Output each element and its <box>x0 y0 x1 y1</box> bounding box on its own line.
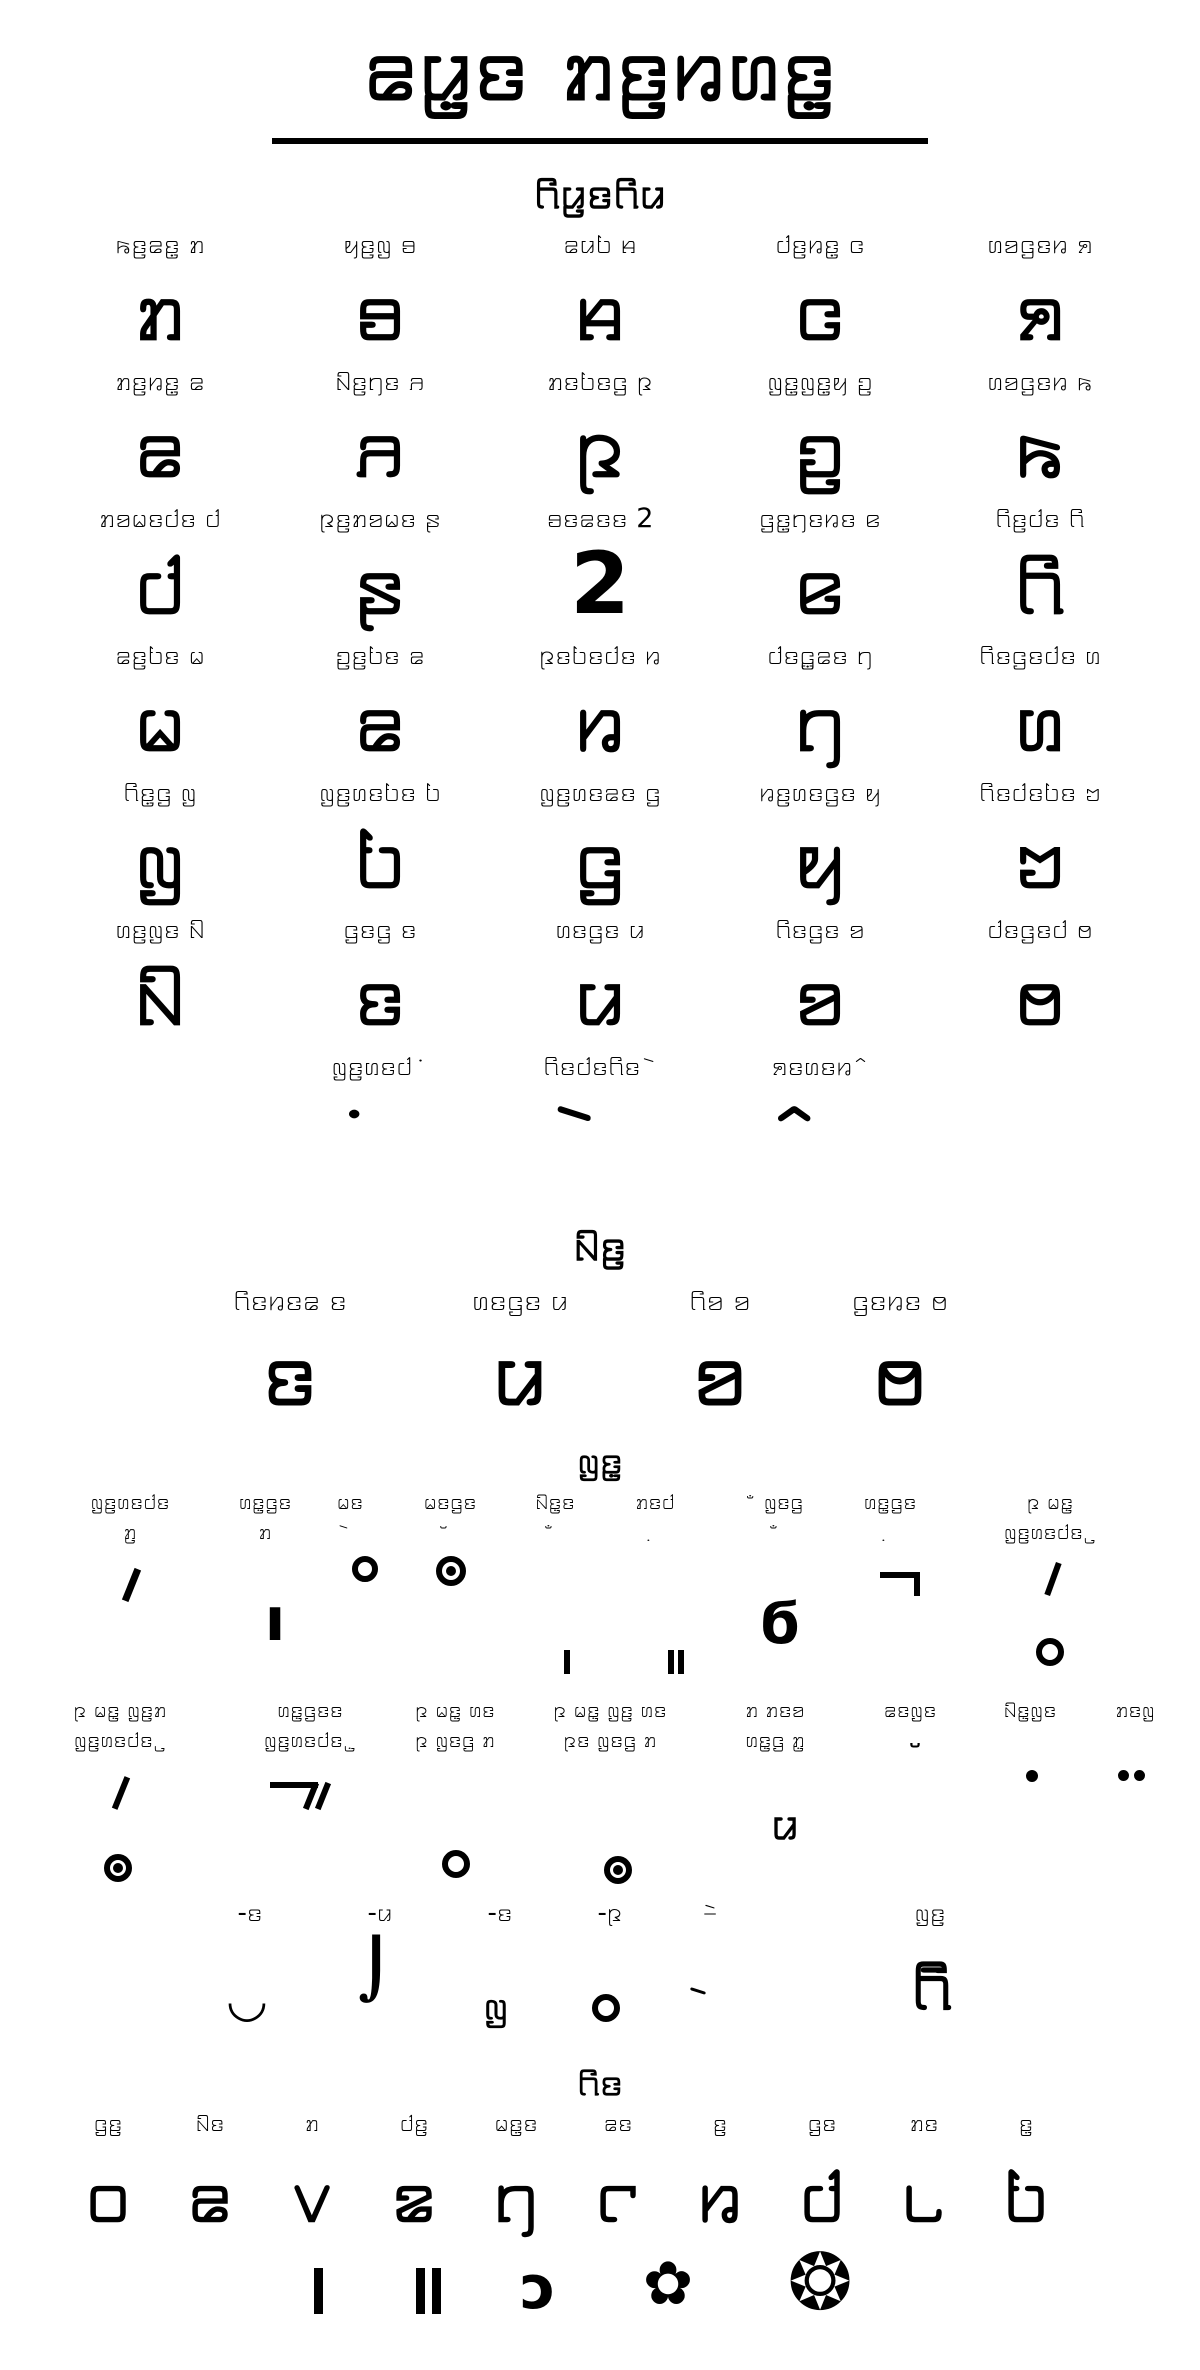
double-danda-mark-b <box>432 2268 441 2314</box>
consonant-letter: ꤚ <box>794 671 846 771</box>
digits-heading: ꤖꤢ <box>577 2060 623 2104</box>
mark-label: ꤜꤢ꤬ꤛꤢꤓꤢ ꤊ꤬ <box>90 1490 170 1545</box>
mark-label: ꤡꤢ꤭ꤜꤢ <box>1003 1698 1057 1723</box>
digit-glyph: ꤄ <box>493 2150 539 2239</box>
mark-label: ꤘꤢꤜꤢ <box>883 1698 937 1723</box>
digit-name: ꤞꤢ <box>807 2109 837 2137</box>
mark-label: ꤗꤢ <box>336 1490 364 1515</box>
mark2-glyph-6 <box>904 1738 944 1768</box>
vowel-letter: ꤣ <box>492 1319 548 1426</box>
digit-glyph: ꤇ <box>799 2150 845 2239</box>
vowel-cell <box>410 1282 630 1428</box>
consonant-name: ꤓꤢ꤬ꤙꤢ꤭ ꤍ <box>775 229 865 260</box>
consonant-letter <box>710 1084 930 1180</box>
vowel-cell <box>790 1282 1010 1428</box>
consonant-letter: 2 <box>570 534 630 634</box>
consonant-cell <box>490 639 710 769</box>
consonant-name: ꤜꤢ꤭ꤜꤢ꤭ꤟ ꤑ <box>767 366 873 397</box>
consonant-letter: ꤠ <box>1014 808 1066 908</box>
consonant-letter: ꤒ <box>1014 397 1066 497</box>
consonant-name: ꤖꤢ꤭ꤞ ꤜ <box>123 777 197 808</box>
consonant-cell <box>930 776 1150 906</box>
title-underline <box>272 138 928 144</box>
consonant-cell <box>270 365 490 495</box>
consonant-letter: ꤡ <box>134 945 186 1045</box>
consonant-letter: ꤍ <box>794 260 846 360</box>
marks-heading: ꤜꤢ꤭ <box>577 1438 623 1482</box>
consonant-name: ꤊꤢ꤬ꤙꤢ꤭ ꤘ <box>115 366 205 397</box>
consonant-name: ꤘꤢ꤬ꤝꤢ ꤗ <box>115 640 205 671</box>
mark3-glyph-2: ⌡ <box>358 1935 394 2003</box>
mark-label: ꤐ ꤗꤢ꤭ ꤜꤢ꤬ꤛꤢꤓꤢ ꤬ <box>1003 1490 1097 1545</box>
consonant-letter: ꤛ <box>1014 671 1066 771</box>
vowel-letter: ꤤ <box>692 1319 748 1426</box>
consonant-cell <box>710 913 930 1043</box>
mark-macron-8b <box>914 1572 920 1596</box>
mark-suffix-label: -ꤢ <box>487 1898 513 1928</box>
consonant-name: ꤊꤤꤗꤢꤓꤢ ꤓ <box>99 503 221 534</box>
mark-label: ꤛꤢ꤭ꤞꤢ <box>863 1490 917 1515</box>
consonant-cell <box>490 1050 710 1180</box>
mark2-ring-3 <box>442 1850 470 1878</box>
digit-glyph: ꤂ <box>289 2150 335 2239</box>
consonant-cell <box>710 228 930 358</box>
digit-name: ꤘꤢ <box>603 2109 633 2137</box>
digit-name: ꤢ꤬ <box>712 2109 728 2137</box>
consonant-letter: ꤌ <box>574 260 626 360</box>
mark-label: ꤊ ꤊꤢꤤ ꤛꤢ꤭ꤞ ꤊ꤭ <box>745 1698 805 1753</box>
consonant-letter: ꤎ <box>1014 260 1066 360</box>
digit-name: ꤊꤢ <box>909 2109 939 2137</box>
mark-label: ꤊꤢꤓ <box>635 1490 675 1515</box>
mark-label: ꤗꤢꤞꤢ <box>423 1490 477 1515</box>
consonant-cell <box>930 639 1150 769</box>
mark-suffix-label: -ꤧ <box>702 1898 718 1928</box>
consonant-cell <box>930 502 1150 632</box>
consonant-cell <box>490 228 710 358</box>
mark-hook-2: ı <box>264 1585 286 1655</box>
consonant-letter: ꤖ <box>1014 534 1066 634</box>
consonant-cell <box>710 1050 930 1180</box>
consonant-cell <box>50 502 270 632</box>
consonant-letter: ꤏ <box>354 397 406 497</box>
marks-row3-extra-label: ꤜꤢ꤬ <box>914 1898 946 1928</box>
digit-glyph: ꤅ <box>595 2150 641 2239</box>
consonant-name: ꤛꤤꤞꤢꤙ ꤒ <box>987 366 1093 397</box>
consonant-cell <box>270 228 490 358</box>
consonant-letter: ꤢ <box>354 945 406 1045</box>
consonant-letter: ꤤ <box>794 945 846 1045</box>
digit-glyph: ꤆ <box>697 2150 743 2239</box>
mark3-glyph-6: ꤖ̄ <box>911 1944 953 2026</box>
digit-name: ꤞꤢ꤬ <box>93 2109 123 2137</box>
consonant-cell <box>930 365 1150 495</box>
consonant-letter: ꤙ <box>574 671 626 771</box>
digit-glyph: ꤃ <box>391 2150 437 2239</box>
consonant-letter: ꤣ <box>574 945 626 1045</box>
mark-suffix-label: -ꤐ <box>597 1898 623 1928</box>
consonant-name: ꤐꤢꤝꤢꤓꤢ ꤙ <box>539 640 661 671</box>
consonant-letter: ꤑ <box>794 397 846 497</box>
consonant-name: ꤛꤢꤞꤢ ꤣ <box>555 914 645 945</box>
consonant-cell <box>50 228 270 358</box>
mark-label: ꤛꤢ꤭ꤞꤢꤢ ꤜꤢ꤬ꤛꤢꤓꤢ ꤭ <box>263 1698 357 1753</box>
consonant-cell <box>710 776 930 906</box>
consonant-name: ꤖꤢꤓꤢꤝꤢ ꤠ <box>979 777 1101 808</box>
mark3-glyph-5 <box>680 1980 740 2020</box>
vowel-name: ꤖꤤ ꤤ <box>689 1283 751 1317</box>
mark-suffix-label: -ꤢ <box>237 1898 263 1928</box>
digit-name: ꤢ꤭ <box>1018 2109 1034 2137</box>
mark-label: ꤐ ꤗꤢ꤭ ꤛꤢ ꤐ ꤜꤢꤞ ꤊ <box>415 1698 495 1753</box>
consonant-name: ꤓꤢꤞꤢꤓ ꤥ <box>987 914 1093 945</box>
consonant-name: ꤙꤢ꤬ꤛꤢꤞꤢ ꤟ <box>759 777 881 808</box>
mark-label: ꤊꤢꤜ <box>1115 1698 1155 1723</box>
consonant-cell <box>490 365 710 495</box>
consonant-name: ꤡꤢ꤬ꤚꤢ ꤏ <box>335 366 425 397</box>
page-title: ꤘꤣ꤭ꤢ ꤊꤢ꤬ꤙꤛꤢ꤭ <box>363 14 837 121</box>
digit-glyph: ꤀ <box>85 2150 131 2239</box>
vowel-letter: ꤢ <box>262 1319 318 1426</box>
mark-bar-6b <box>678 1650 684 1674</box>
consonants-heading: ꤖꤣ꤬ꤢꤖꤣ <box>534 168 666 219</box>
single-danda-mark <box>314 2268 323 2314</box>
consonant-name: ꤞꤢ꤭ꤚꤢꤙꤢ ꤕ <box>759 503 881 534</box>
consonant-name: ꤖꤢ꤬ꤓꤢ ꤖ <box>995 503 1085 534</box>
section-mark-glyph: ͻ <box>520 2253 556 2323</box>
consonant-name: ꤎꤢꤛꤢꤙ ꤨ <box>771 1051 869 1082</box>
consonant-letter: ꤜ <box>134 808 186 908</box>
mark3-glyph-3: ꤜ <box>483 1980 509 2029</box>
consonant-letter: ꤟ <box>794 808 846 908</box>
digit-name: ꤗꤢ꤭ꤢ <box>494 2109 538 2137</box>
consonant-cell <box>270 639 490 769</box>
consonant-cell <box>490 913 710 1043</box>
mark2-ring-1 <box>104 1854 132 1882</box>
consonant-name: ꤜꤢ꤬ꤛꤢꤘꤢ ꤞ <box>539 777 661 808</box>
consonant-cell <box>270 776 490 906</box>
flower-ornament-icon: ✿ <box>642 2249 694 2319</box>
consonant-name: ꤒꤢ꤬ꤘꤢ꤭ ꤊ <box>115 229 205 260</box>
mark-label: ꤡꤢ꤭ꤢ <box>535 1490 575 1515</box>
mark3-ring-4 <box>592 1994 620 2022</box>
vowel-cell <box>180 1282 400 1428</box>
consonant-letter: ꤔ <box>354 534 406 634</box>
consonant-letter: ꤕ <box>794 534 846 634</box>
mark2-dot-8a <box>1118 1770 1129 1781</box>
consonant-name: ꤖꤢꤓꤢꤖꤢ ꤧ <box>543 1051 657 1082</box>
consonant-cell <box>50 365 270 495</box>
consonant-cell <box>930 228 1150 358</box>
mark-stroke-1 <box>122 1568 141 1602</box>
consonant-letter: ꤐ <box>574 397 626 497</box>
vowel-name: ꤛꤢꤞꤢ ꤣ <box>471 1283 569 1317</box>
consonant-cell <box>50 639 270 769</box>
consonant-name: ꤖꤢꤞꤢ ꤤ <box>775 914 865 945</box>
consonant-cell <box>270 913 490 1043</box>
consonant-letter <box>270 1084 490 1180</box>
consonant-letter: ꤘ <box>354 671 406 771</box>
consonant-name: ꤐꤢ꤬ꤊꤤꤗꤢ ꤔ <box>319 503 441 534</box>
consonant-cell <box>490 502 710 632</box>
consonant-letter: ꤊ <box>134 260 186 360</box>
mark3-glyph-1: ◡ <box>228 1972 266 2028</box>
consonant-letter: ꤋ <box>354 260 406 360</box>
digit-glyph: ꤉ <box>1003 2150 1049 2239</box>
digit-name: ꤓꤢ꤬ <box>399 2109 429 2137</box>
consonant-letter: ꤝ <box>354 808 406 908</box>
consonant-name: ꤘꤣꤝ ꤌ <box>563 229 637 260</box>
consonant-letter: ꤥ <box>1014 945 1066 1045</box>
consonant-name: ꤜꤢ꤬ꤛꤢꤝꤢ ꤝ <box>319 777 441 808</box>
mark-label: ꤐ ꤗꤢ꤭ ꤜꤢ꤬ꤊ ꤜꤢ꤬ꤛꤢꤓꤢ ꤬ <box>73 1698 167 1753</box>
mark2-stroke-1 <box>112 1776 130 1810</box>
mark2-ring-4 <box>604 1856 632 1884</box>
mark-bar-6a <box>668 1650 674 1674</box>
consonant-name: ꤋꤢꤘꤢꤢ 2 <box>546 503 654 534</box>
consonant-cell <box>710 502 930 632</box>
mark-label: ꤛꤢ꤭ꤞꤢ ꤊ <box>238 1490 292 1545</box>
consonant-letter: ꤞ <box>574 808 626 908</box>
vowels-heading: ꤡꤢ꤬ <box>573 1220 627 1271</box>
consonant-cell <box>490 776 710 906</box>
consonant-name: ꤓꤢꤞ꤭ꤘꤢ ꤚ <box>767 640 873 671</box>
mark-stroke-9 <box>1044 1562 1061 1596</box>
consonant-name: ꤊꤢꤝꤢꤞ ꤐ <box>547 366 653 397</box>
digit-glyph: ꤈ <box>901 2150 947 2239</box>
consonant-name: ꤖꤢꤞꤢꤓꤢ ꤛ <box>979 640 1101 671</box>
consonant-name: ꤑꤢ꤬ꤝꤢ ꤘ <box>335 640 425 671</box>
mark-suffix-label: -ꤣ <box>367 1898 393 1928</box>
digit-name: ꤡꤢ <box>195 2109 225 2137</box>
consonant-cell <box>710 365 930 495</box>
vowel-name: ꤖꤢꤙꤢꤘ ꤢ <box>233 1283 347 1317</box>
consonant-cell <box>710 639 930 769</box>
consonant-name: ꤜꤢ꤬ꤛꤢꤓ ꤦ <box>331 1051 429 1082</box>
vowel-name: ꤞꤢꤙꤢ ꤥ <box>851 1283 949 1317</box>
consonant-name: ꤛꤤꤞꤢꤙ ꤎ <box>987 229 1093 260</box>
mark-ring-3 <box>352 1556 378 1582</box>
consonant-cell <box>930 913 1150 1043</box>
consonant-letter: ꤓ <box>134 534 186 634</box>
consonant-cell <box>50 776 270 906</box>
spiral-ornament-icon: ❂ <box>787 2238 853 2328</box>
consonant-letter: ꤗ <box>134 671 186 771</box>
digit-name: ꤊ <box>304 2109 320 2137</box>
mark2-glyph-5: ꤣ <box>771 1796 799 1850</box>
consonant-name: ꤛꤢ꤬ꤜꤢ ꤡ <box>115 914 205 945</box>
digit-glyph: ꤁ <box>187 2150 233 2239</box>
double-danda-mark-a <box>416 2268 425 2314</box>
consonant-letter <box>490 1084 710 1180</box>
consonant-cell <box>270 502 490 632</box>
mark-label: ꤜꤢꤞ <box>763 1490 804 1515</box>
mark-ring-9 <box>1036 1638 1064 1666</box>
consonant-name: ꤞꤢꤞ ꤢ <box>343 914 417 945</box>
consonant-cell <box>50 913 270 1043</box>
mark-label: ꤐ ꤗꤢ꤭ ꤜꤢ꤬ ꤛꤢ ꤐꤢ ꤜꤢꤞ ꤊ <box>553 1698 667 1753</box>
consonant-letter: ꤘ <box>134 397 186 497</box>
mark2-dot-8b <box>1134 1770 1145 1781</box>
consonant-name: ꤟꤢ꤬ꤜ ꤋ <box>343 229 417 260</box>
mark-bar-5 <box>564 1650 570 1674</box>
mark-ring-4 <box>436 1556 466 1586</box>
mark2-dot-7 <box>1026 1770 1038 1782</box>
consonant-cell <box>270 1050 490 1180</box>
vowel-letter: ꤥ <box>872 1319 928 1426</box>
mark-hook-7: ϭ <box>758 1589 800 1657</box>
